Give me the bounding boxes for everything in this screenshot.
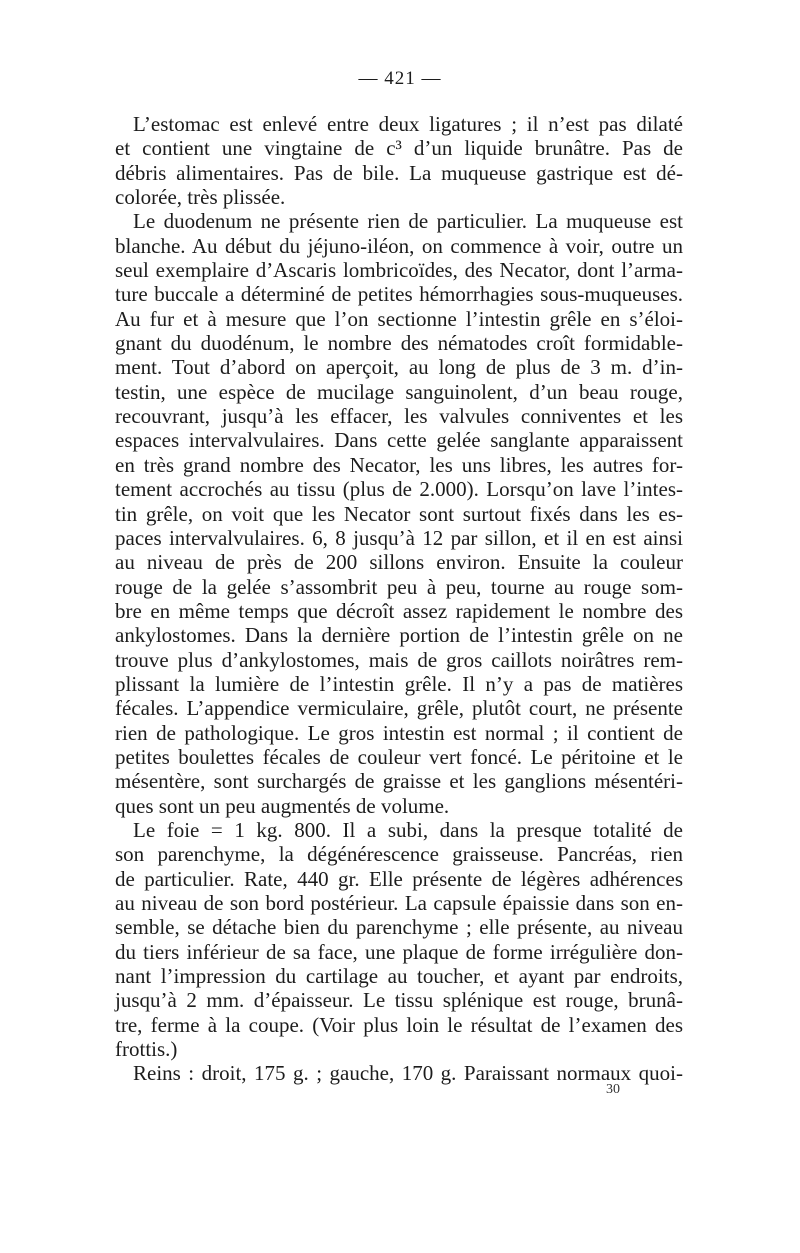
body-text xyxy=(115,112,683,1086)
text-line: de particulier. Rate, 440 gr. Elle présente de légères adhérences xyxy=(115,866,683,891)
text-line: jusqu’à 2 mm. d’épaisseur. Le tissu splénique est rouge, brunâ- xyxy=(115,988,683,1013)
text-line: en très grand nombre des Necator, les uns libres, les autres for- xyxy=(115,452,683,477)
text-line: recouvrant, jusqu’à les effacer, les valvules conniventes et les xyxy=(115,404,683,429)
text-line: du tiers inférieur de sa face, une plaque de forme irrégulière don- xyxy=(115,939,683,964)
text-line: L’estomac est enlevé entre deux ligatures ; il n’est pas dilaté xyxy=(133,112,683,136)
text-line: au niveau de près de 200 sillons environ. Ensuite la couleur xyxy=(115,550,683,575)
page-number: — 421 — xyxy=(358,68,442,89)
text-line: plissant la lumière de l’intestin grêle. Il n’y a pas de matières xyxy=(115,671,683,696)
text-line: gnant du duodénum, le nombre des nématodes croît formidable- xyxy=(115,331,683,356)
text-line: espaces intervalvulaires. Dans cette gelée sanglante apparaissent xyxy=(115,428,683,453)
text-line: paces intervalvulaires. 6, 8 jusqu’à 12 par sillon, et il en est ainsi xyxy=(115,525,683,550)
text-line: trouve plus d’ankylostomes, mais de gros caillots noirâtres rem- xyxy=(115,647,683,672)
text-line: ment. Tout d’abord on aperçoit, au long de plus de 3 m. d’in- xyxy=(115,355,683,380)
text-line: bre en même temps que décroît assez rapidement le nombre des xyxy=(115,598,683,623)
text-line: seul exemplaire d’Ascaris lombricoïdes, des Necator, dont l’arma- xyxy=(115,258,683,283)
text-line: rien de pathologique. Le gros intestin est normal ; il contient de xyxy=(115,720,683,745)
text-line: testin, une espèce de mucilage sanguinolent, d’un beau rouge, xyxy=(115,379,683,404)
text-line: semble, se détache bien du parenchyme ; elle présente, au niveau xyxy=(115,915,683,940)
text-line: Au fur et à mesure que l’on sectionne l’intestin grêle en s’éloi- xyxy=(115,306,683,331)
text-line: tin grêle, on voit que les Necator sont surtout fixés dans les es- xyxy=(115,501,683,526)
text-line: nant l’impression du cartilage au toucher, et ayant par endroits, xyxy=(115,964,683,989)
text-line: blanche. Au début du jéjuno-iléon, on commence à voir, outre un xyxy=(115,233,683,258)
text-line: ankylostomes. Dans la dernière portion de l’intestin grêle on ne xyxy=(115,623,683,648)
text-line: fécales. L’appendice vermiculaire, grêle, plutôt court, ne présente xyxy=(115,696,683,721)
text-line: frottis.) xyxy=(115,1037,178,1062)
text-line: et contient une vingtaine de c³ d’un liquide brunâtre. Pas de xyxy=(115,136,683,161)
text-line: rouge de la gelée s’assombrit peu à peu, tourne au rouge som- xyxy=(115,574,683,599)
text-line: petites boulettes fécales de couleur vert foncé. Le péritoine et le xyxy=(115,744,683,769)
text-line: mésentère, sont surchargés de graisse et les ganglions mésentéri- xyxy=(115,769,683,794)
text-line: tement accrochés au tissu (plus de 2.000). Lorsqu’on lave l’intes- xyxy=(115,477,683,502)
text-line: colorée, très plissée. xyxy=(115,185,286,210)
text-line: débris alimentaires. Pas de bile. La muqueuse gastrique est dé- xyxy=(115,160,683,185)
text-line: Le foie = 1 kg. 800. Il a subi, dans la presque totalité de xyxy=(133,817,683,842)
text-line: au niveau de son bord postérieur. La capsule épaissie dans son en- xyxy=(115,891,683,915)
text-line: son parenchyme, la dégénérescence graisseuse. Pancréas, rien xyxy=(115,842,683,867)
text-line: ture buccale a déterminé de petites hémorrhagies sous-muqueuses. xyxy=(115,282,683,307)
text-line: ques sont un peu augmentés de volume. xyxy=(115,793,450,818)
text-line: tre, ferme à la coupe. (Voir plus loin le résultat de l’examen des xyxy=(115,1012,683,1037)
text-line: Reins : droit, 175 g. ; gauche, 170 g. Paraissant normaux quoi- xyxy=(133,1061,683,1086)
signature-mark: 30 xyxy=(606,1082,620,1097)
text-line: Le duodenum ne présente rien de particulier. La muqueuse est xyxy=(133,209,683,234)
